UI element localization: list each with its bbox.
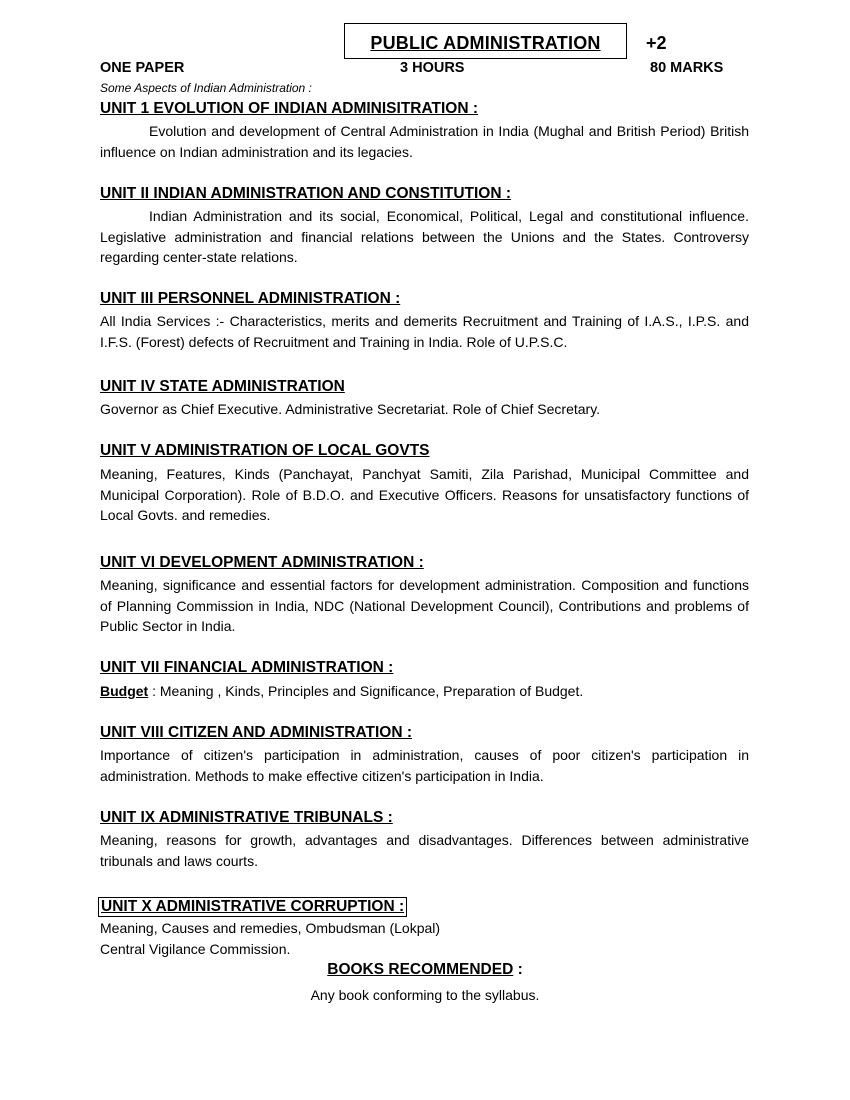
unit-description: Meaning, Causes and remedies, Ombudsman (Lokpal) Central Vigilance Commission. [100,920,441,957]
books-heading: BOOKS RECOMMENDED : [327,961,523,978]
unit-description: Budget : Meaning , Kinds, Principles and Significance, Preparation of Budget. [100,683,584,699]
unit-heading: UNIT 1 EVOLUTION OF INDIAN ADMINISITRATION : [100,100,479,117]
unit-heading: UNIT VII FINANCIAL ADMINISTRATION : [100,659,394,676]
unit-description: Meaning, Features, Kinds (Panchayat, Panchyat Samiti, Zila Parishad, Municipal Committee and Municipal Corporation). Role of B.D.O. and Executive Officers. Reasons for unsatisfactory functions of Local Govts. and remedies. [100,466,749,523]
class-level: +2 [646,33,667,53]
unit-description: Meaning, reasons for growth, advantages and disadvantages. Differences between administrative tribunals and laws courts. [100,832,749,869]
unit-heading: UNIT III PERSONNEL ADMINISTRATION : [100,290,401,307]
unit-heading: UNIT VIII CITIZEN AND ADMINISTRATION : [100,724,412,741]
duration: 3 HOURS [400,60,465,76]
unit-description: Indian Administration and its social, Economical, Political, Legal and constitutional influence. Legislative administration and financial relations between the Unions and the States. Controversy regarding center-state relations. [100,208,749,265]
unit-description: Meaning, significance and essential factors for development administration. Composition and functions of Planning Commission in India, NDC (National Development Council), Contributions and problems of Public Sector in India. [100,577,749,634]
unit-description: Evolution and development of Central Administration in India (Mughal and British Period) British influence on Indian administration and its legacies. [100,123,749,160]
unit-heading: UNIT X ADMINISTRATIVE CORRUPTION : [98,897,407,917]
page-title: PUBLIC ADMINISTRATION [370,33,601,53]
books-text: Any book conforming to the syllabus. [310,987,540,1003]
unit-heading: UNIT IV STATE ADMINISTRATION [100,378,345,395]
unit-heading: UNIT VI DEVELOPMENT ADMINISTRATION : [100,554,424,571]
unit-heading: UNIT IX ADMINISTRATIVE TRIBUNALS : [100,809,393,826]
unit-heading: UNIT II INDIAN ADMINISTRATION AND CONSTITUTION : [100,185,512,202]
unit-description: All India Services :- Characteristics, merits and demerits Recruitment and Training of I.A.S., I.P.S. and I.F.S. (Forest) defects of Recruitment and Training in India. Role of U.P.S.C. [100,313,749,350]
budget-label: Budget [100,683,149,699]
unit-description: Governor as Chief Executive. Administrative Secretariat. Role of Chief Secretary. [100,401,601,417]
unit-heading: UNIT V ADMINISTRATION OF LOCAL GOVTS [100,442,430,459]
subtitle: Some Aspects of Indian Administration : [100,81,312,95]
unit-description: Importance of citizen's participation in administration, causes of poor citizen's participation in administration. Methods to make effective citizen's participation in India. [100,747,749,784]
total-marks: 80 MARKS [650,60,724,76]
paper-count: ONE PAPER [100,60,185,76]
